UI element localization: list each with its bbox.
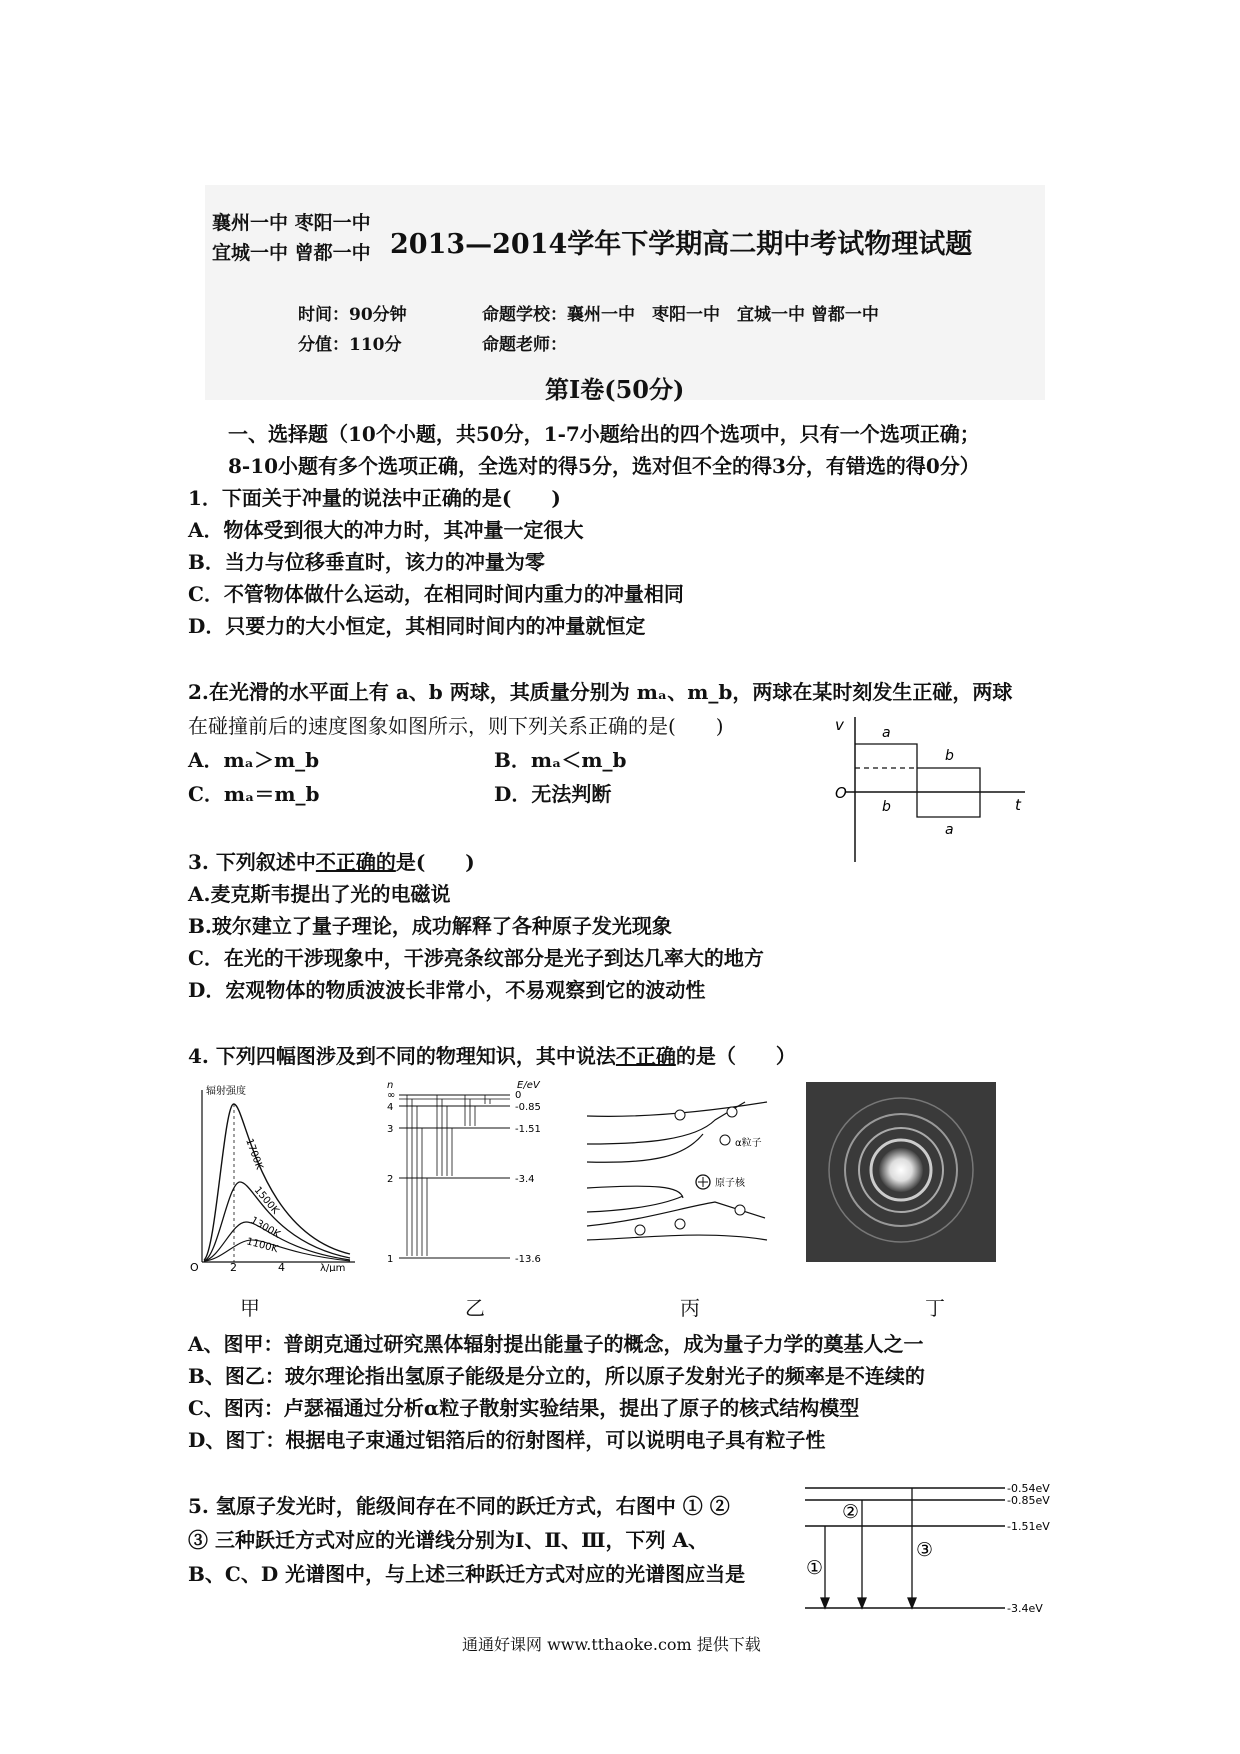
blackbody-ylabel: 辐射强度: [206, 1086, 246, 1097]
schools-block: [212, 208, 371, 268]
exam-teacher: 命题老师：: [482, 335, 567, 355]
exam-schools: 命题学校：襄州一中 枣阳一中 宜城一中 曾都一中: [482, 305, 879, 325]
levels-n-label: n: [387, 1080, 394, 1091]
alpha-trajectories: [587, 1102, 767, 1240]
q4-option-c: C、图丙：卢瑟福通过分析α粒子散射实验结果，提出了原子的核式结构模型: [188, 1396, 860, 1420]
level-2-label: 2: [387, 1174, 394, 1185]
t-label: t: [1015, 796, 1021, 814]
q3-option-d: D．宏观物体的物质波波长非常小，不易观察到它的波动性: [188, 978, 706, 1002]
q4-stem-underlined: 不正确: [615, 1044, 676, 1068]
fig-label-bing: 丙: [680, 1296, 700, 1320]
q4-stem-pre: 4. 下列四幅图涉及到不同的物理知识，其中说法: [188, 1044, 616, 1068]
exam-title: 2013—2014学年下学期高二期中考试物理试题: [390, 229, 973, 260]
q3-option-b: B.玻尔建立了量子理论，成功解释了各种原子发光现象: [188, 914, 672, 938]
ev-085-label: -0.85: [515, 1102, 541, 1113]
q5-transition-arrows: [821, 1488, 916, 1608]
graph-label-b2: b: [882, 799, 891, 815]
q5-mark-1: ①: [806, 1557, 824, 1579]
q2-option-d: D．无法判断: [494, 782, 612, 806]
q1-option-c: C．不管物体做什么运动，在相同时间内重力的冲量相同: [188, 582, 684, 606]
q3-stem: [188, 846, 475, 875]
q4-option-a: A、图甲：普朗克通过研究黑体辐射提出能量子的概念，成为量子力学的奠基人之一: [188, 1332, 924, 1356]
blackbody-origin: O: [190, 1261, 199, 1272]
ev-151-label: -1.51: [515, 1124, 541, 1135]
q5-ev-151: -1.51eV: [1007, 1520, 1050, 1533]
q3-stem-pre: 3. 下列叙述中: [188, 850, 316, 874]
graph-label-b1: b: [945, 748, 954, 764]
q3-option-c: C．在光的干涉现象中，干涉亮条纹部分是光子到达几率大的地方: [188, 946, 764, 970]
level-inf-label: ∞: [387, 1090, 396, 1101]
transition-arrows: [407, 1095, 490, 1256]
diffraction-rings: [806, 1082, 996, 1262]
q5-line-1: 5. 氢原子发光时，能级间存在不同的跃迁方式，右图中 ① ②: [188, 1494, 730, 1518]
alpha-particle-label: α粒子: [735, 1138, 762, 1149]
schools-line-1: 襄州一中 枣阳一中: [212, 212, 371, 234]
label-1700k: 1700K: [243, 1137, 265, 1172]
q1-option-a: A．物体受到很大的冲力时，其冲量一定很大: [188, 518, 584, 542]
q1-option-d: D．只要力的大小恒定，其相同时间内的冲量就恒定: [188, 614, 646, 638]
q1-stem: 1．下面关于冲量的说法中正确的是( ): [188, 486, 561, 510]
q2-option-b: B．mₐ＜m_b: [494, 748, 627, 772]
graph-label-a1: a: [882, 725, 891, 741]
section-instruction-2: 8-10小题有多个选项正确，全选对的得5分，选对但不全的得3分，有错选的得0分）: [228, 454, 980, 478]
label-1500k: 1500K: [251, 1184, 281, 1217]
q1-option-b: B．当力与位移垂直时，该力的冲量为零: [188, 550, 545, 574]
q4-option-b: B、图乙：玻尔理论指出氢原子能级是分立的，所以原子发射光子的频率是不连续的: [188, 1364, 925, 1388]
fig-label-ding: 丁: [925, 1296, 945, 1320]
exam-time: 时间：90分钟: [298, 305, 407, 325]
q4-option-d: D、图丁：根据电子束通过铝箔后的衍射图样，可以说明电子具有粒子性: [188, 1428, 826, 1452]
q5-mark-3: ③: [916, 1539, 934, 1561]
velocity-time-graph: [830, 712, 1030, 867]
ev-0-label: 0: [515, 1090, 522, 1101]
blackbody-xunit: λ/μm: [320, 1263, 346, 1272]
q5-ev-054: -0.54eV: [1007, 1482, 1050, 1495]
blackbody-tick-2: 2: [230, 1261, 237, 1272]
schools-line-2: 宜城一中 曾都一中: [212, 242, 371, 264]
q5-energy-level-diagram: [800, 1478, 1070, 1618]
q3-option-a: A.麦克斯韦提出了光的电磁说: [188, 882, 451, 906]
q2-option-a: A．mₐ＞m_b: [188, 748, 320, 772]
blackbody-tick-4: 4: [278, 1261, 285, 1272]
q2-stem-1: 2.在光滑的水平面上有 a、b 两球，其质量分别为 mₐ、m_b，两球在某时刻发生正碰，两球: [188, 680, 1013, 704]
q2-option-c: C．mₐ＝m_b: [188, 782, 320, 806]
figure-alpha-scattering: [585, 1100, 770, 1250]
label-1300k: 1300K: [248, 1215, 282, 1241]
q3-stem-post: 是( ): [395, 850, 475, 874]
label-1100k: 1100K: [245, 1236, 279, 1256]
footer-text: 通通好课网 www.tthaoke.com 提供下载: [462, 1635, 761, 1654]
figure-energy-levels: [385, 1078, 560, 1273]
q3-stem-underlined: 不正确的: [315, 850, 396, 874]
section-title: 第I卷(50分): [545, 375, 685, 404]
origin-label: O: [835, 784, 847, 802]
fig-label-yi: 乙: [465, 1296, 485, 1320]
q5-mark-2: ②: [842, 1501, 860, 1523]
exam-score: 分值：110分: [298, 335, 402, 355]
ev-136-label: -13.6: [515, 1254, 541, 1265]
nucleus-label: 原子核: [715, 1178, 745, 1189]
levels-e-label: E/eV: [517, 1080, 540, 1091]
v-label: v: [835, 716, 844, 734]
graph-a-line: [855, 744, 980, 817]
q4-stem: [188, 1040, 796, 1069]
level-1-label: 1: [387, 1254, 394, 1265]
q5-line-2: ③ 三种跃迁方式对应的光谱线分别为Ⅰ、Ⅱ、Ⅲ，下列 A、: [188, 1528, 709, 1552]
figure-electron-diffraction: [806, 1082, 996, 1262]
q2-stem-2: 在碰撞前后的速度图象如图所示，则下列关系正确的是( ): [188, 714, 724, 738]
section-instruction-1: 一、选择题（10个小题，共50分，1-7小题给出的四个选项中，只有一个选项正确；: [228, 422, 980, 446]
q5-ev-085: -0.85eV: [1007, 1494, 1050, 1507]
ev-34-label: -3.4: [515, 1174, 535, 1185]
q4-stem-post: 的是（ ）: [675, 1044, 796, 1068]
figure-blackbody-radiation: [190, 1082, 360, 1272]
q5-line-3: B、C、D 光谱图中，与上述三种跃迁方式对应的光谱图应当是: [188, 1562, 746, 1586]
q5-ev-34: -3.4eV: [1007, 1602, 1043, 1615]
level-3-label: 3: [387, 1124, 394, 1135]
graph-label-a2: a: [945, 822, 954, 838]
level-4-label: 4: [387, 1102, 394, 1113]
fig-label-jia: 甲: [240, 1296, 260, 1320]
